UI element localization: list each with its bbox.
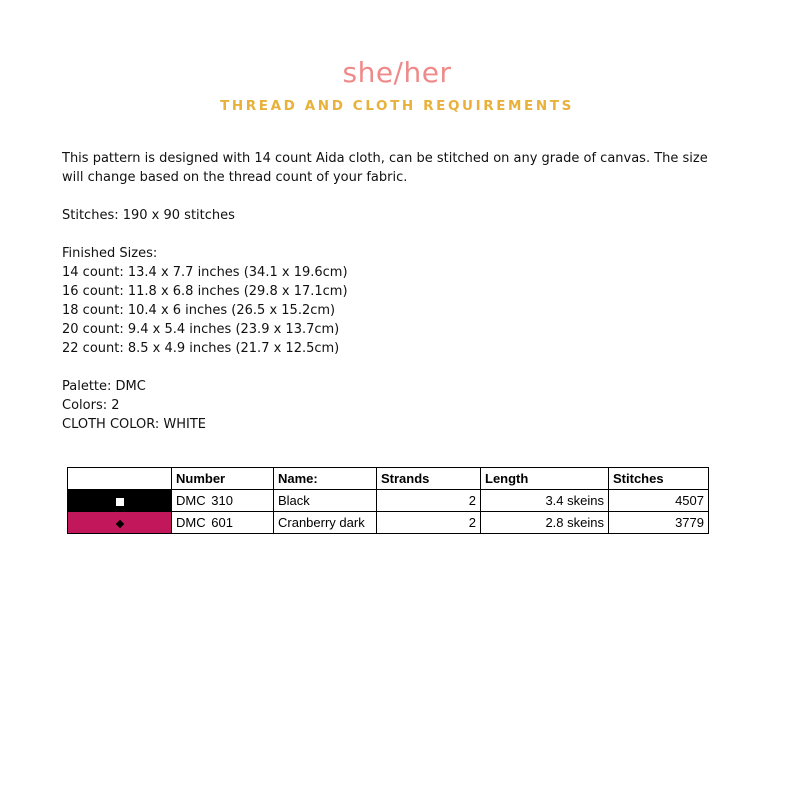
intro-paragraph: This pattern is designed with 14 count Aida cloth, can be stitched on any grade of canvas. The size will change based on the thread count of your fabric.: [62, 151, 708, 185]
table-header-row: [68, 468, 709, 490]
finished-size-20: 20 count: 9.4 x 5.4 inches (23.9 x 13.7cm): [62, 322, 340, 337]
finished-sizes-heading: Finished Sizes:: [62, 246, 158, 261]
finished-size-18: 18 count: 10.4 x 6 inches (26.5 x 15.2cm): [62, 303, 336, 318]
colors-info: Colors: 2: [62, 398, 120, 413]
header-length: Length: [481, 468, 609, 490]
finished-size-22: 22 count: 8.5 x 4.9 inches (21.7 x 12.5cm): [62, 341, 340, 356]
thread-table: [67, 467, 709, 534]
color-swatch: [68, 512, 172, 534]
page-subtitle: THREAD AND CLOTH REQUIREMENTS: [220, 98, 574, 114]
table-row: [68, 490, 709, 512]
header-strands: Strands: [377, 468, 481, 490]
color-swatch: [68, 490, 172, 512]
thread-number: DMC 601: [172, 512, 274, 534]
square-icon: [116, 498, 124, 506]
page-title: she/her: [342, 56, 452, 89]
cloth-color-info: CLOTH COLOR: WHITE: [62, 417, 207, 432]
thread-stitches: 3779: [609, 512, 709, 534]
header-number: Number: [172, 468, 274, 490]
thread-strands: 2: [377, 490, 481, 512]
thread-number: DMC 310: [172, 490, 274, 512]
thread-length: 3.4 skeins: [481, 490, 609, 512]
thread-name: Cranberry dark: [274, 512, 377, 534]
stitch-count: Stitches: 190 x 90 stitches: [62, 208, 235, 223]
table-row: [68, 512, 709, 534]
header-symbol: [68, 468, 172, 490]
pattern-description: [62, 149, 732, 434]
palette-info: Palette: DMC: [62, 379, 146, 394]
thread-stitches: 4507: [609, 490, 709, 512]
header-stitches: Stitches: [609, 468, 709, 490]
thread-length: 2.8 skeins: [481, 512, 609, 534]
finished-size-16: 16 count: 11.8 x 6.8 inches (29.8 x 17.1cm): [62, 284, 348, 299]
thread-strands: 2: [377, 512, 481, 534]
finished-size-14: 14 count: 13.4 x 7.7 inches (34.1 x 19.6cm): [62, 265, 348, 280]
header-name: Name:: [274, 468, 377, 490]
diamond-icon: [115, 519, 123, 527]
thread-name: Black: [274, 490, 377, 512]
